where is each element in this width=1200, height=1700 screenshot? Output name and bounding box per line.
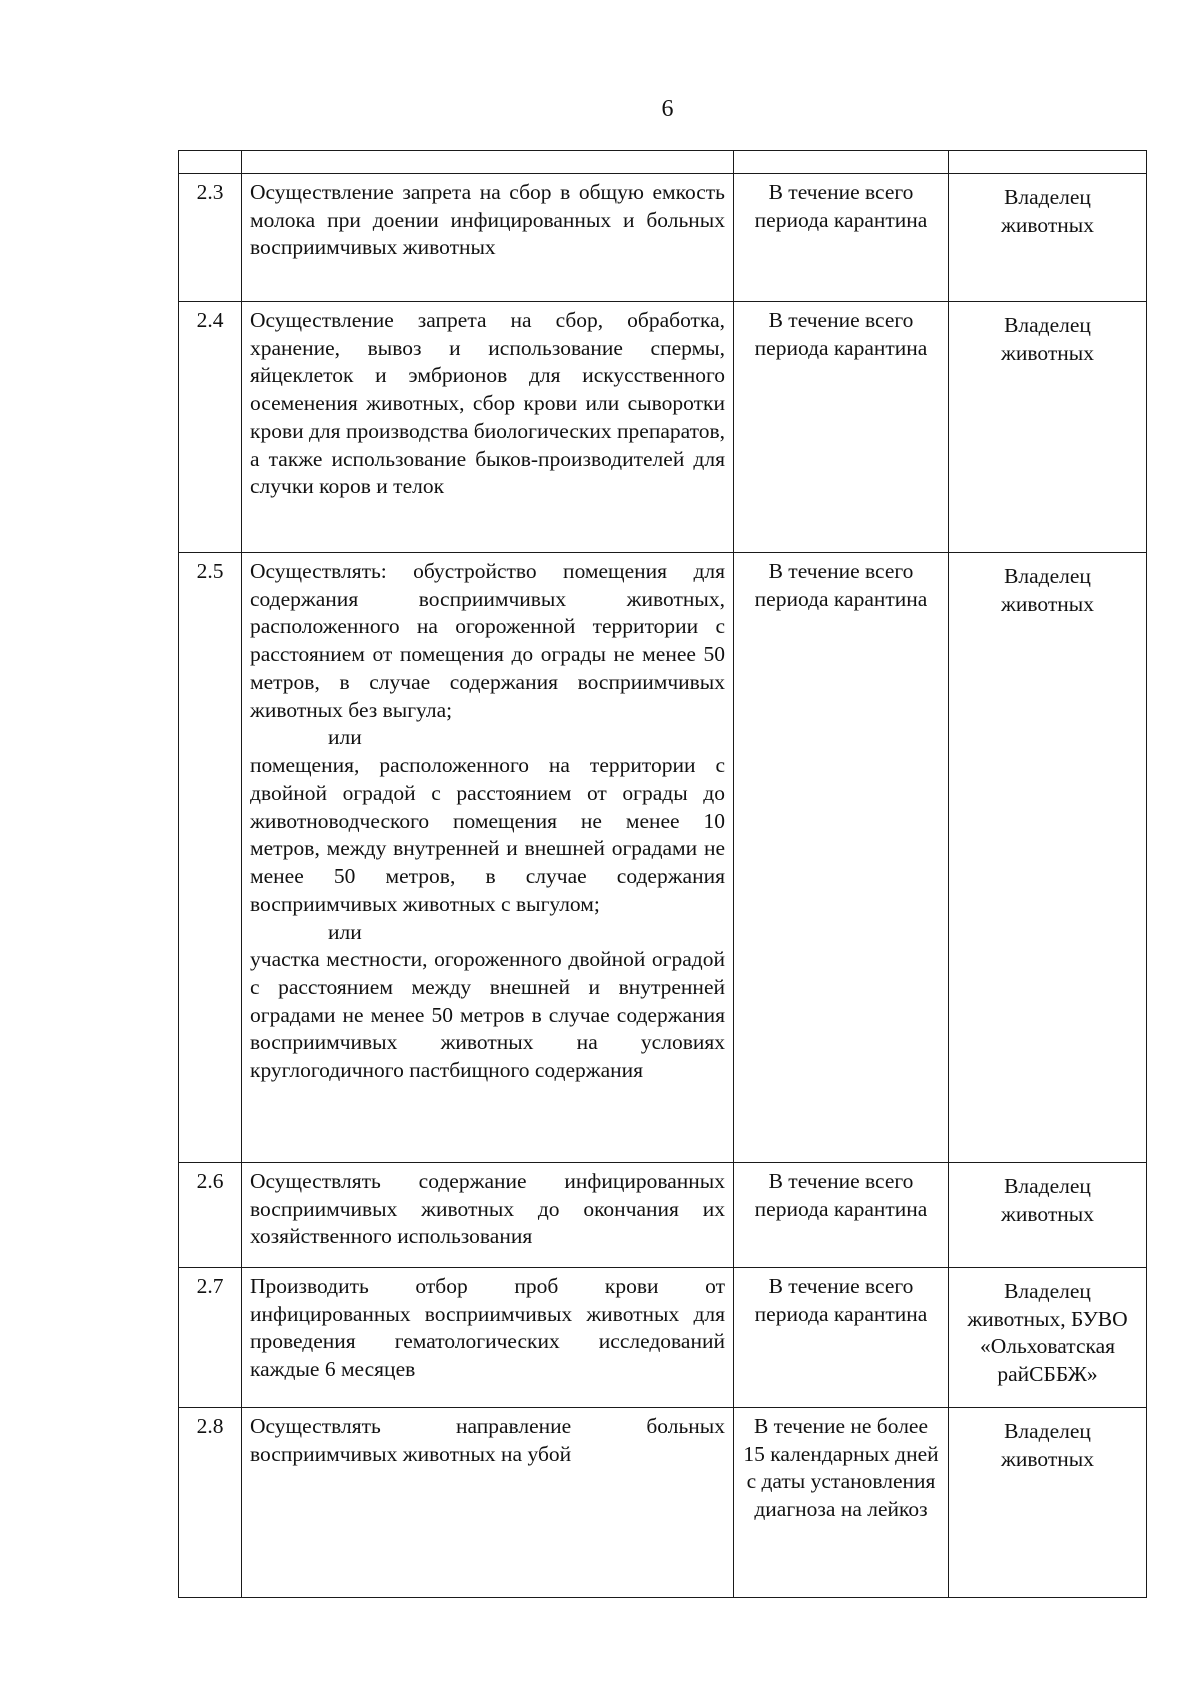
action-text: Осуществление запрета на сбор в общую емкость молока при доении инфицированных и больных восприимчивых животных bbox=[250, 180, 725, 260]
row-number: 2.5 bbox=[179, 553, 242, 1163]
header-cell bbox=[949, 151, 1147, 174]
responsible-text: Владелец животных bbox=[1001, 185, 1094, 237]
header-cell bbox=[179, 151, 242, 174]
row-number: 2.8 bbox=[179, 1408, 242, 1598]
table-row bbox=[179, 1268, 1147, 1408]
action-alternative-or: или bbox=[328, 725, 362, 750]
action-text: участка местности, огороженного двойной оградой с расстоянием между внешней и внутренней оградами не менее 50 метров в случае содержания восприимчивых животных на условиях круглогодичного пастбищного содержания bbox=[250, 947, 725, 1083]
row-number: 2.6 bbox=[179, 1163, 242, 1268]
responsible-text: Владелец животных bbox=[1001, 1419, 1094, 1471]
responsible-text: Владелец животных bbox=[1001, 564, 1094, 616]
row-number: 2.3 bbox=[179, 174, 242, 302]
action-text: Осуществлять содержание инфицированных восприимчивых животных до окончания их хозяйственного использования bbox=[250, 1169, 725, 1249]
row-term: В течение всего периода карантина bbox=[734, 1268, 949, 1408]
row-responsible bbox=[949, 1408, 1147, 1598]
header-cell bbox=[242, 151, 734, 174]
row-action bbox=[242, 1163, 734, 1268]
row-term: В течение всего периода карантина bbox=[734, 1163, 949, 1268]
responsible-text: Владелец животных bbox=[1001, 313, 1094, 365]
row-action bbox=[242, 302, 734, 553]
row-responsible bbox=[949, 1163, 1147, 1268]
table-row bbox=[179, 174, 1147, 302]
header-cell bbox=[734, 151, 949, 174]
responsible-text: Владелец животных, БУВО «Ольховатская райСББЖ» bbox=[967, 1279, 1128, 1387]
row-term: В течение всего периода карантина bbox=[734, 174, 949, 302]
row-responsible bbox=[949, 553, 1147, 1163]
table-row bbox=[179, 1408, 1147, 1598]
row-action bbox=[242, 174, 734, 302]
action-text: Осуществлять направление больных восприимчивых животных на убой bbox=[250, 1414, 725, 1466]
table-row bbox=[179, 553, 1147, 1163]
measures-table bbox=[178, 150, 1147, 1598]
responsible-text: Владелец животных bbox=[1001, 1174, 1094, 1226]
row-action bbox=[242, 1268, 734, 1408]
row-term: В течение всего периода карантина bbox=[734, 553, 949, 1163]
row-term: В течение всего периода карантина bbox=[734, 302, 949, 553]
action-text: Осуществление запрета на сбор, обработка, хранение, вывоз и использование спермы, яйцеклеток и эмбрионов для искусственного осеменения животных, сбор крови или сыворотки крови для производства биологических препаратов, а также использование быков-производителей для случки коров и телок bbox=[250, 308, 725, 499]
action-text: Осуществлять: обустройство помещения для содержания восприимчивых животных, расположенного на огороженной территории с расстоянием от помещения до ограды не менее 50 метров, в случае содержания восприимчивых животных без выгула; bbox=[250, 559, 725, 722]
row-action bbox=[242, 1408, 734, 1598]
action-alternative-or: или bbox=[328, 919, 362, 944]
row-term: В течение не более 15 календарных дней с даты установления диагноза на лейкоз bbox=[734, 1408, 949, 1598]
action-text: Производить отбор проб крови от инфицированных восприимчивых животных для проведения гематологических исследований каждые 6 месяцев bbox=[250, 1274, 725, 1382]
row-responsible bbox=[949, 302, 1147, 553]
row-number: 2.4 bbox=[179, 302, 242, 553]
table-row bbox=[179, 302, 1147, 553]
table-header-row bbox=[179, 151, 1147, 174]
row-action bbox=[242, 553, 734, 1163]
table-row bbox=[179, 1163, 1147, 1268]
row-responsible bbox=[949, 174, 1147, 302]
row-number: 2.7 bbox=[179, 1268, 242, 1408]
row-responsible bbox=[949, 1268, 1147, 1408]
page-number: 6 bbox=[661, 96, 674, 122]
action-text: помещения, расположенного на территории с двойной оградой с расстоянием от ограды до животноводческого помещения не менее 10 метров, между внутренней и внешней оградами не менее 50 метров, в случае содержания восприимчивых животных с выгулом; bbox=[250, 753, 725, 916]
